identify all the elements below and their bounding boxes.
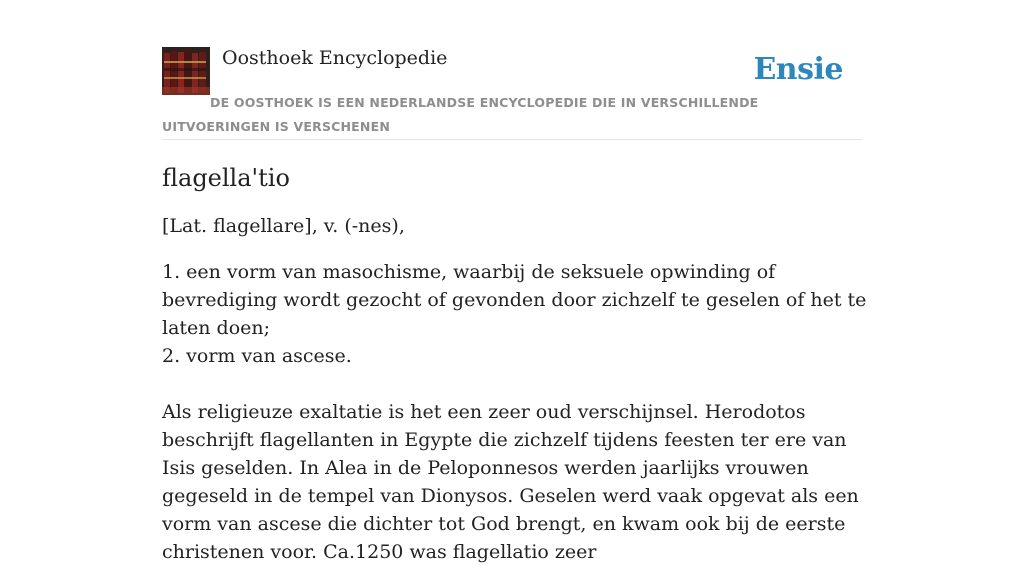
brand-logo[interactable]: Ensie [753, 52, 843, 87]
site-header [162, 46, 862, 140]
entry-definitions [162, 258, 872, 370]
entry-body: Als religieuze exaltatie is het een zeer oud verschijnsel. Herodotos beschrijft flagellanten in Egypte die zichzelf tijdens feesten ter ere van Isis geselden. In Alea in de Peloponnesos werden jaarlijks vrouwen gegeseld in de tempel van Dionysos. Geselen werd vaak opgevat als een vorm van ascese die dichter tot God brengt, en kwam ook bij de eerste christenen voor. Ca.1250 was flagellatio zeer [162, 401, 859, 563]
site-tagline: DE OOSTHOEK IS EEN NEDERLANDSE ENCYCLOPEDIE DIE IN VERSCHILLENDE UITVOERINGEN IS VERSCHENEN [162, 95, 759, 134]
entry-etymology: [Lat. flagellare], v. (-nes), [162, 215, 405, 237]
entry-title: flagella'tio [162, 164, 290, 192]
books-avatar-icon[interactable] [162, 47, 210, 95]
site-title[interactable]: Oosthoek Encyclopedie [222, 47, 448, 69]
entry-content [162, 160, 872, 566]
definition-item: 1. een vorm van masochisme, waarbij de seksuele opwinding of bevrediging wordt gezocht of gevonden door zichzelf te geselen of het te laten doen; [162, 261, 867, 339]
definition-item: 2. vorm van ascese. [162, 345, 352, 367]
